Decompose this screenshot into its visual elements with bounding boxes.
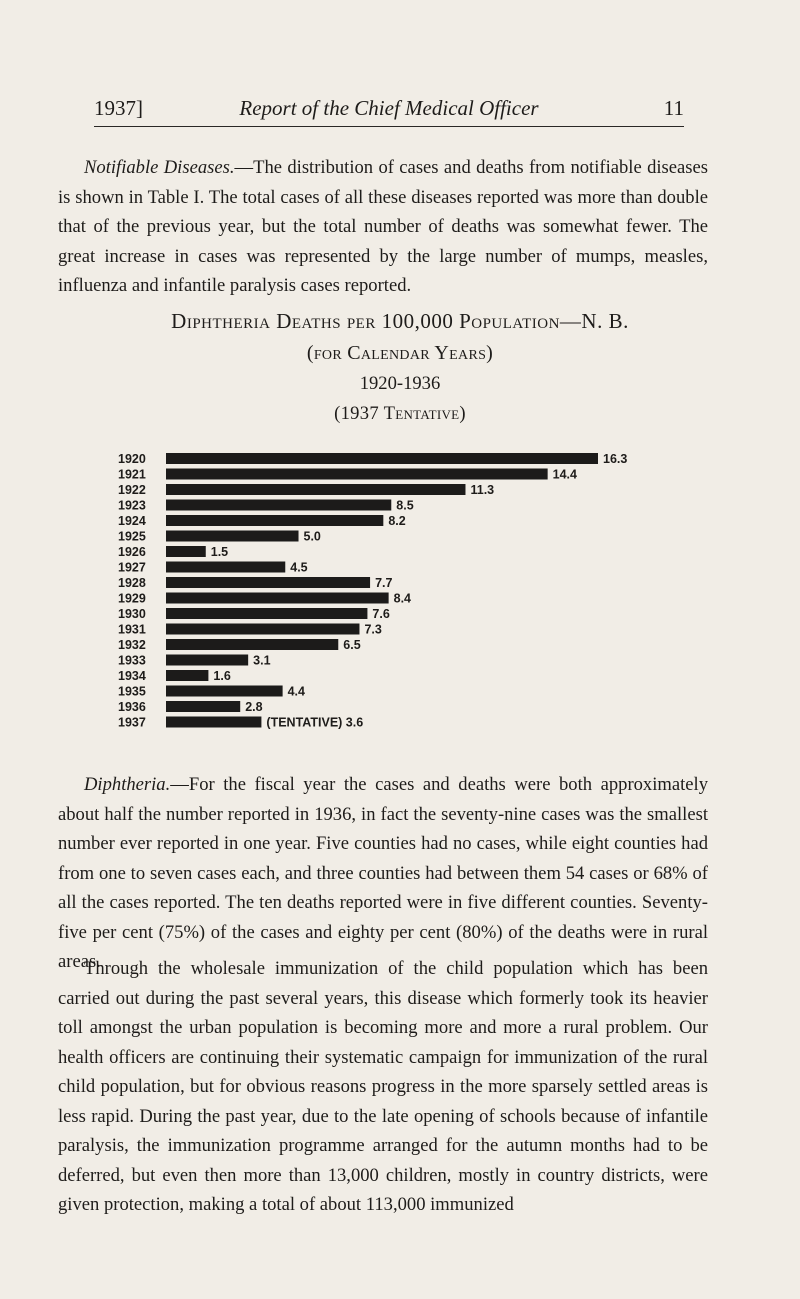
- bar: [166, 453, 598, 464]
- paragraph-diphtheria: [58, 770, 708, 977]
- chart-title: Diphtheria Deaths per 100,000 Population—N. B.: [171, 309, 629, 333]
- value-label: 6.5: [343, 638, 361, 652]
- value-label: 16.3: [603, 452, 628, 466]
- bar: [166, 624, 359, 635]
- year-label: 1929: [118, 591, 146, 606]
- year-label: 1937: [118, 715, 146, 730]
- value-label: 1.6: [213, 669, 231, 683]
- value-label: 3.1: [253, 653, 271, 668]
- bar: [166, 608, 367, 619]
- value-label: 11.3: [470, 483, 495, 497]
- chart-subtitle: (for Calendar Years): [306, 342, 494, 364]
- bar: [166, 655, 248, 666]
- value-label: 14.4: [552, 467, 577, 482]
- paragraph-lead: Notifiable Diseases.: [84, 157, 235, 178]
- year-label: 1931: [118, 622, 146, 637]
- header-title: Report of the Chief Medical Officer: [239, 96, 539, 120]
- chart-note: (1937 Tentative): [334, 403, 466, 424]
- year-label: 1926: [118, 545, 146, 559]
- year-label: 1935: [118, 684, 146, 699]
- year-label: 1925: [118, 529, 146, 544]
- value-label: 2.8: [245, 700, 263, 714]
- bar: [166, 546, 206, 557]
- bar: [166, 593, 389, 604]
- year-label: 1920: [118, 452, 146, 466]
- value-label: 8.2: [388, 514, 406, 528]
- value-label: 4.5: [290, 560, 308, 575]
- bar: [166, 670, 208, 681]
- year-label: 1923: [118, 498, 146, 513]
- year-label: 1936: [118, 700, 146, 714]
- year-label: 1924: [118, 514, 146, 528]
- year-label: 1927: [118, 560, 146, 575]
- bar: [166, 717, 261, 728]
- value-label: 4.4: [287, 684, 306, 699]
- bar: [166, 562, 285, 573]
- value-label: 7.6: [372, 607, 390, 621]
- year-label: 1928: [118, 576, 146, 590]
- value-label: 8.4: [393, 591, 412, 606]
- bar: [166, 484, 465, 495]
- value-label: 7.3: [364, 622, 382, 637]
- bar: [166, 639, 338, 650]
- year-label: 1933: [118, 653, 146, 668]
- bar: [166, 686, 283, 697]
- value-label: 8.5: [396, 498, 414, 513]
- paragraph-immunization: Through the wholesale immunization of the child population which has been carried out during the past several years, this disease which formerly took its heavier toll amongst the urban population is becoming more and more a rural problem. Our health officers are continuing their systematic campaign for immunization of the rural child population, but for obvious reasons progress in the more sparsely settled areas is less rapid. During the past year, due to the late opening of schools because of infantile paralysis, the immunization programme arranged for the autumn months had to be deferred, but even then more than 13,000 children, mostly in country districts, were given protection, making a total of about 113,000 immunized: [58, 958, 708, 1215]
- header-year: 1937]: [94, 96, 143, 120]
- value-label: 5.0: [303, 529, 321, 544]
- page-number: 11: [663, 96, 684, 120]
- bar: [166, 577, 370, 588]
- bar: [166, 531, 299, 542]
- year-label: 1922: [118, 483, 146, 497]
- bar: [166, 515, 383, 526]
- running-header: [94, 96, 684, 128]
- year-label: 1921: [118, 467, 146, 482]
- year-label: 1932: [118, 638, 146, 652]
- bar: [166, 500, 391, 511]
- chart-years: 1920-1936: [359, 373, 441, 394]
- year-label: 1934: [118, 669, 146, 683]
- value-label: 1.5: [210, 545, 229, 559]
- diphtheria-bar-chart: [118, 452, 718, 742]
- value-label: 7.7: [375, 576, 393, 590]
- year-label: 1930: [118, 607, 146, 621]
- paragraph-lead: Diphtheria.: [84, 774, 171, 795]
- paragraph-text: —The distribution of cases and deaths from notifiable diseases is shown in Table I. The total cases of all these diseases reported was more than double that of the previous year, but the total number of deaths was somewhat fewer. The great increase in cases was represented by the large number of mumps, measles, influenza and infantile paralysis cases reported.: [58, 157, 709, 296]
- paragraph-notifiable-diseases: [58, 153, 708, 301]
- value-label: (TENTATIVE) 3.6: [266, 715, 364, 730]
- bar: [166, 701, 240, 712]
- header-rule: [94, 126, 684, 127]
- bar: [166, 469, 548, 480]
- paragraph-text: —For the fiscal year the cases and deaths were both approximately about half the number reported in 1936, in fact the seventy-nine cases was the smallest number ever reported in one year. Five counties had no cases, while eight counties had from one to seven cases each, and three counties had between them 54 cases or 68% of all the cases reported. The ten deaths reported were in five different counties. Seventy-five per cent (75%) of the cases and eighty per cent (80%) of the deaths were in rural areas.: [58, 774, 708, 972]
